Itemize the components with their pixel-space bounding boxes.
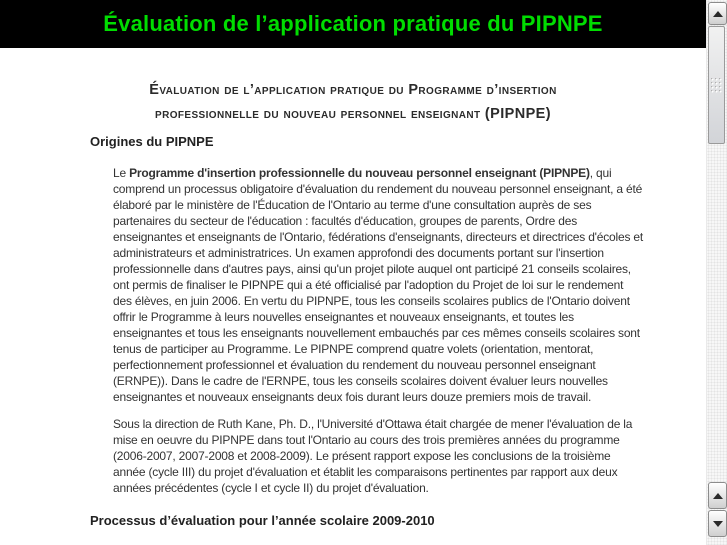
page-banner <box>0 0 706 48</box>
paragraph-origines-rest: , qui comprend un processus obligatoire d'évaluation du rendement du nouveau personnel enseignant, a été élaboré par le ministère de l'Éducation de l'Ontario au terme d'une consultation auprès de ses partenaires du secteur de l'éducation : facultés d'éducation, groupes de parents, Ordre des enseignantes et enseignants de l'Ontario, fédérations d'enseignants, directeurs et directrices d'écoles et administrateurs et administratrices. Un examen approfondi des documents portant sur l'insertion professionnelle dans d'autres pays, ainsi qu'un projet pilote auquel ont participé 21 conseils scolaires, ont permis de finaliser le PIPNPE qui a été officialisé par l'adoption du Projet de loi sur le rendement des élèves, en juin 2006. En vertu du PIPNPE, tous les conseils scolaires publics de l'Ontario doivent offrir le Programme à leurs nouvelles enseignantes et nouveaux enseignants, et toutes les enseignantes et tous les enseignants nouvellement embauchés par ces mêmes conseils scolaires sont tenus de participer au Programme. Le PIPNPE comprend quatre volets (orientation, mentorat, perfectionnement professionnel et évaluation du rendement du nouveau personnel enseignant (ERNPE)). Dans le cadre de l'ERNPE, tous les conseils scolaires doivent évaluer leurs nouvelles enseignantes et nouveaux enseignants deux fois durant leurs douze premiers mois de travail. <box>113 166 644 404</box>
section-heading-origines: Origines du PIPNPE <box>90 134 214 149</box>
document-title-line-1: Évaluation de l’application pratique du Programme d’insertion <box>149 82 557 98</box>
arrow-up-icon <box>713 11 723 17</box>
page-banner-title: Évaluation de l’application pratique du PIPNPE <box>103 11 603 36</box>
scroll-down-button[interactable] <box>708 510 727 537</box>
paragraph-origines-lead: Le <box>113 166 130 180</box>
scrollbar-track[interactable] <box>707 25 727 480</box>
thumb-grip-icon <box>711 78 722 93</box>
paragraph-origines <box>113 165 643 405</box>
arrow-down-icon <box>713 521 723 527</box>
scrollbar-thumb[interactable] <box>708 26 725 144</box>
paragraph-evaluation: Sous la direction de Ruth Kane, Ph. D., l'Université d'Ottawa était chargée de mener l'évaluation de la mise en oeuvre du PIPNPE dans tout l'Ontario au cours des trois premières années du programme (2006-2007, 2007-2008 et 2008-2009). Le présent rapport expose les conclusions de la troisième année (cycle III) du projet d'évaluation et établit les comparaisons pertinentes par rapport aux deux années précédentes (cycle I et cycle II) du projet d'évaluation. <box>113 417 633 495</box>
section-heading-processus: Processus d’évaluation pour l’année scolaire 2009-2010 <box>90 513 435 528</box>
vertical-scrollbar[interactable] <box>706 0 727 545</box>
document-content <box>0 48 706 529</box>
document-title <box>43 78 663 126</box>
scroll-up-button[interactable] <box>708 2 727 25</box>
scroll-up-button-bottom[interactable] <box>708 482 727 509</box>
document-title-line-2: professionnelle du nouveau personnel enseignant (PIPNPE) <box>155 106 551 122</box>
program-name-bold: Programme d'insertion professionnelle du nouveau personnel enseignant (PIPNPE) <box>129 166 590 180</box>
arrow-up-icon <box>713 493 723 499</box>
